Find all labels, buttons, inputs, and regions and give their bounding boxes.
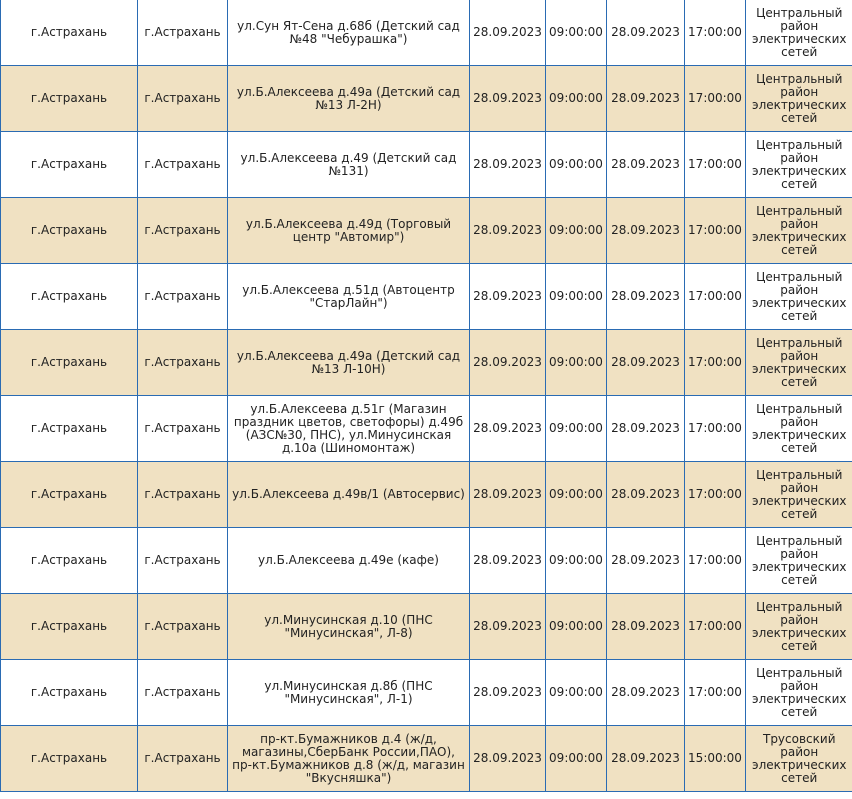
cell-locality: г.Астрахань	[138, 66, 228, 132]
cell-district: Центральный район электрических сетей	[746, 264, 852, 330]
cell-district: Центральный район электрических сетей	[746, 594, 852, 660]
table-row	[1, 66, 852, 132]
cell-district: Центральный район электрических сетей	[746, 462, 852, 528]
cell-city: г.Астрахань	[1, 198, 138, 264]
cell-locality: г.Астрахань	[138, 132, 228, 198]
cell-address: пр-кт.Бумажников д.4 (ж/д, магазины,СберБанк России,ПАО), пр-кт.Бумажников д.8 (ж/д, магазин "Вкусняшка")	[228, 726, 470, 792]
cell-address: ул.Б.Алексеева д.49 (Детский сад №131)	[228, 132, 470, 198]
cell-start-date: 28.09.2023	[470, 528, 546, 594]
cell-locality: г.Астрахань	[138, 198, 228, 264]
cell-address: ул.Сун Ят-Сена д.68б (Детский сад №48 "Чебурашка")	[228, 0, 470, 66]
cell-city: г.Астрахань	[1, 66, 138, 132]
cell-end-time: 17:00:00	[685, 660, 746, 726]
cell-city: г.Астрахань	[1, 330, 138, 396]
cell-end-time: 17:00:00	[685, 396, 746, 462]
cell-end-time: 17:00:00	[685, 528, 746, 594]
cell-city: г.Астрахань	[1, 396, 138, 462]
cell-address: ул.Б.Алексеева д.49д (Торговый центр "Автомир")	[228, 198, 470, 264]
cell-start-date: 28.09.2023	[470, 660, 546, 726]
cell-address: ул.Минусинская д.8б (ПНС "Минусинская", Л-1)	[228, 660, 470, 726]
cell-start-date: 28.09.2023	[470, 198, 546, 264]
cell-start-time: 09:00:00	[546, 330, 607, 396]
table-row	[1, 594, 852, 660]
cell-district: Центральный район электрических сетей	[746, 660, 852, 726]
cell-district: Центральный район электрических сетей	[746, 396, 852, 462]
table-row	[1, 0, 852, 66]
cell-end-date: 28.09.2023	[607, 132, 685, 198]
cell-end-time: 15:00:00	[685, 726, 746, 792]
cell-locality: г.Астрахань	[138, 462, 228, 528]
cell-address: ул.Б.Алексеева д.49е (кафе)	[228, 528, 470, 594]
cell-start-time: 09:00:00	[546, 594, 607, 660]
cell-end-date: 28.09.2023	[607, 264, 685, 330]
cell-locality: г.Астрахань	[138, 726, 228, 792]
cell-city: г.Астрахань	[1, 660, 138, 726]
cell-start-time: 09:00:00	[546, 528, 607, 594]
cell-district: Центральный район электрических сетей	[746, 132, 852, 198]
cell-start-date: 28.09.2023	[470, 264, 546, 330]
cell-end-time: 17:00:00	[685, 330, 746, 396]
cell-start-time: 09:00:00	[546, 396, 607, 462]
table-row	[1, 660, 852, 726]
cell-address: ул.Б.Алексеева д.49в/1 (Автосервис)	[228, 462, 470, 528]
cell-locality: г.Астрахань	[138, 660, 228, 726]
cell-district: Центральный район электрических сетей	[746, 66, 852, 132]
cell-start-date: 28.09.2023	[470, 66, 546, 132]
cell-district: Трусовский район электрических сетей	[746, 726, 852, 792]
cell-locality: г.Астрахань	[138, 528, 228, 594]
cell-end-date: 28.09.2023	[607, 66, 685, 132]
cell-city: г.Астрахань	[1, 594, 138, 660]
cell-address: ул.Минусинская д.10 (ПНС "Минусинская", Л-8)	[228, 594, 470, 660]
cell-start-date: 28.09.2023	[470, 0, 546, 66]
cell-start-time: 09:00:00	[546, 264, 607, 330]
cell-start-date: 28.09.2023	[470, 330, 546, 396]
cell-start-date: 28.09.2023	[470, 132, 546, 198]
cell-end-time: 17:00:00	[685, 198, 746, 264]
cell-start-time: 09:00:00	[546, 66, 607, 132]
cell-start-date: 28.09.2023	[470, 396, 546, 462]
cell-city: г.Астрахань	[1, 132, 138, 198]
cell-city: г.Астрахань	[1, 528, 138, 594]
cell-start-time: 09:00:00	[546, 462, 607, 528]
cell-end-date: 28.09.2023	[607, 528, 685, 594]
table-row	[1, 132, 852, 198]
cell-district: Центральный район электрических сетей	[746, 528, 852, 594]
cell-district: Центральный район электрических сетей	[746, 198, 852, 264]
table-row	[1, 528, 852, 594]
table-row	[1, 198, 852, 264]
cell-start-date: 28.09.2023	[470, 462, 546, 528]
cell-address: ул.Б.Алексеева д.51г (Магазин праздник цветов, светофоры) д.49б (АЗС№30, ПНС), ул.Минусинская д.10а (Шиномонтаж)	[228, 396, 470, 462]
cell-locality: г.Астрахань	[138, 264, 228, 330]
cell-end-time: 17:00:00	[685, 132, 746, 198]
cell-locality: г.Астрахань	[138, 594, 228, 660]
cell-end-date: 28.09.2023	[607, 660, 685, 726]
table-row	[1, 330, 852, 396]
cell-start-time: 09:00:00	[546, 198, 607, 264]
cell-end-date: 28.09.2023	[607, 330, 685, 396]
cell-address: ул.Б.Алексеева д.49а (Детский сад №13 Л-10Н)	[228, 330, 470, 396]
cell-end-date: 28.09.2023	[607, 594, 685, 660]
cell-end-date: 28.09.2023	[607, 0, 685, 66]
cell-start-date: 28.09.2023	[470, 726, 546, 792]
table-row	[1, 726, 852, 792]
table-body	[1, 0, 852, 792]
cell-locality: г.Астрахань	[138, 330, 228, 396]
cell-end-date: 28.09.2023	[607, 462, 685, 528]
cell-district: Центральный район электрических сетей	[746, 0, 852, 66]
cell-district: Центральный район электрических сетей	[746, 330, 852, 396]
cell-start-time: 09:00:00	[546, 132, 607, 198]
cell-end-time: 17:00:00	[685, 66, 746, 132]
cell-end-date: 28.09.2023	[607, 726, 685, 792]
cell-end-time: 17:00:00	[685, 0, 746, 66]
cell-locality: г.Астрахань	[138, 0, 228, 66]
table-row	[1, 264, 852, 330]
cell-start-time: 09:00:00	[546, 0, 607, 66]
cell-start-date: 28.09.2023	[470, 594, 546, 660]
cell-address: ул.Б.Алексеева д.51д (Автоцентр "СтарЛайн")	[228, 264, 470, 330]
cell-end-time: 17:00:00	[685, 462, 746, 528]
cell-start-time: 09:00:00	[546, 726, 607, 792]
cell-end-time: 17:00:00	[685, 594, 746, 660]
cell-city: г.Астрахань	[1, 0, 138, 66]
cell-city: г.Астрахань	[1, 264, 138, 330]
table-row	[1, 462, 852, 528]
cell-end-time: 17:00:00	[685, 264, 746, 330]
cell-city: г.Астрахань	[1, 726, 138, 792]
table-row	[1, 396, 852, 462]
cell-address: ул.Б.Алексеева д.49а (Детский сад №13 Л-2Н)	[228, 66, 470, 132]
cell-end-date: 28.09.2023	[607, 198, 685, 264]
cell-city: г.Астрахань	[1, 462, 138, 528]
cell-start-time: 09:00:00	[546, 660, 607, 726]
cell-end-date: 28.09.2023	[607, 396, 685, 462]
cell-locality: г.Астрахань	[138, 396, 228, 462]
